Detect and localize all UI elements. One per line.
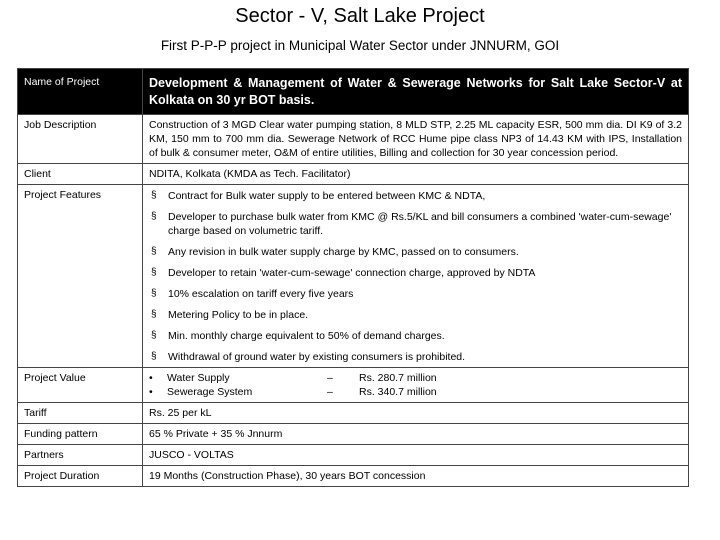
project-value-item	[149, 371, 682, 385]
tariff-label: Tariff	[18, 403, 143, 424]
value-item-name: Sewerage System	[167, 386, 253, 398]
project-features-cell	[143, 185, 689, 368]
project-details-table	[17, 68, 689, 487]
project-features-label: Project Features	[18, 185, 143, 368]
feature-item: § Any revision in bulk water supply charge by KMC, passed on to consumers.	[151, 246, 519, 258]
project-name-row	[18, 69, 689, 115]
tariff-value: Rs. 25 per kL	[143, 403, 689, 424]
bullet-icon: §	[151, 288, 157, 299]
client-value: NDITA, Kolkata (KMDA as Tech. Facilitator)	[143, 164, 689, 185]
project-value-cell	[143, 368, 689, 403]
project-value-item	[149, 385, 682, 399]
feature-item: § Metering Policy to be in place.	[151, 309, 309, 321]
job-description-row	[18, 115, 689, 164]
project-value-row	[18, 368, 689, 403]
project-value-label: Project Value	[18, 368, 143, 403]
value-item-amount: Rs. 280.7 million	[359, 372, 437, 384]
feature-item: § Developer to purchase bulk water from KMC @ Rs.5/KL and bill consumers a combined 'water-cum-sewage' charge based on volumetric tariff.	[151, 211, 672, 237]
bullet-icon: •	[149, 372, 153, 384]
partners-row	[18, 445, 689, 466]
bullet-icon: •	[149, 386, 153, 398]
bullet-icon: §	[151, 246, 157, 257]
tariff-row	[18, 403, 689, 424]
project-name-value: Development & Management of Water & Sewerage Networks for Salt Lake Sector-V at Kolkata on 30 yr BOT basis.	[143, 69, 689, 115]
page-subtitle: First P-P-P project in Municipal Water Sector under JNNURM, GOI	[160, 38, 560, 53]
partners-value: JUSCO - VOLTAS	[143, 445, 689, 466]
project-features-row	[18, 185, 689, 368]
bullet-icon: §	[151, 211, 157, 222]
funding-row	[18, 424, 689, 445]
duration-label: Project Duration	[18, 466, 143, 487]
funding-value: 65 % Private + 35 % Jnnurm	[143, 424, 689, 445]
job-description-value: Construction of 3 MGD Clear water pumping station, 8 MLD STP, 2.25 ML capacity ESR, 500 mm dia. DI K9 of 3.2 KM, 150 mm to 700 mm dia. Sewerage Network of RCC Hume pipe class NP3 of 14.43 KM with IPS, Installation of bulk & consumer meter, O&M of entire utilities, Billing and collection for 30 year concession period.	[143, 115, 689, 164]
funding-label: Funding pattern	[18, 424, 143, 445]
value-item-name: Water Supply	[167, 372, 230, 384]
partners-label: Partners	[18, 445, 143, 466]
project-name-label: Name of Project	[18, 69, 143, 115]
feature-item: § 10% escalation on tariff every five years	[151, 288, 354, 300]
feature-item: § Developer to retain 'water-cum-sewage' connection charge, approved by NDTA	[151, 267, 536, 279]
value-item-amount: Rs. 340.7 million	[359, 386, 437, 398]
dash-separator: –	[327, 386, 333, 398]
page-title: Sector - V, Salt Lake Project	[235, 5, 485, 27]
bullet-icon: §	[151, 309, 157, 320]
job-description-label: Job Description	[18, 115, 143, 164]
bullet-icon: §	[151, 267, 157, 278]
dash-separator: –	[327, 372, 333, 384]
client-label: Client	[18, 164, 143, 185]
features-list	[149, 189, 682, 364]
feature-item: § Contract for Bulk water supply to be entered between KMC & NDTA,	[151, 190, 486, 202]
duration-row	[18, 466, 689, 487]
bullet-icon: §	[151, 190, 157, 201]
bullet-icon: §	[151, 351, 157, 362]
client-row	[18, 164, 689, 185]
feature-item: § Withdrawal of ground water by existing consumers is prohibited.	[151, 351, 466, 363]
feature-item: § Min. monthly charge equivalent to 50% of demand charges.	[151, 330, 445, 342]
duration-value: 19 Months (Construction Phase), 30 years BOT concession	[143, 466, 689, 487]
bullet-icon: §	[151, 330, 157, 341]
